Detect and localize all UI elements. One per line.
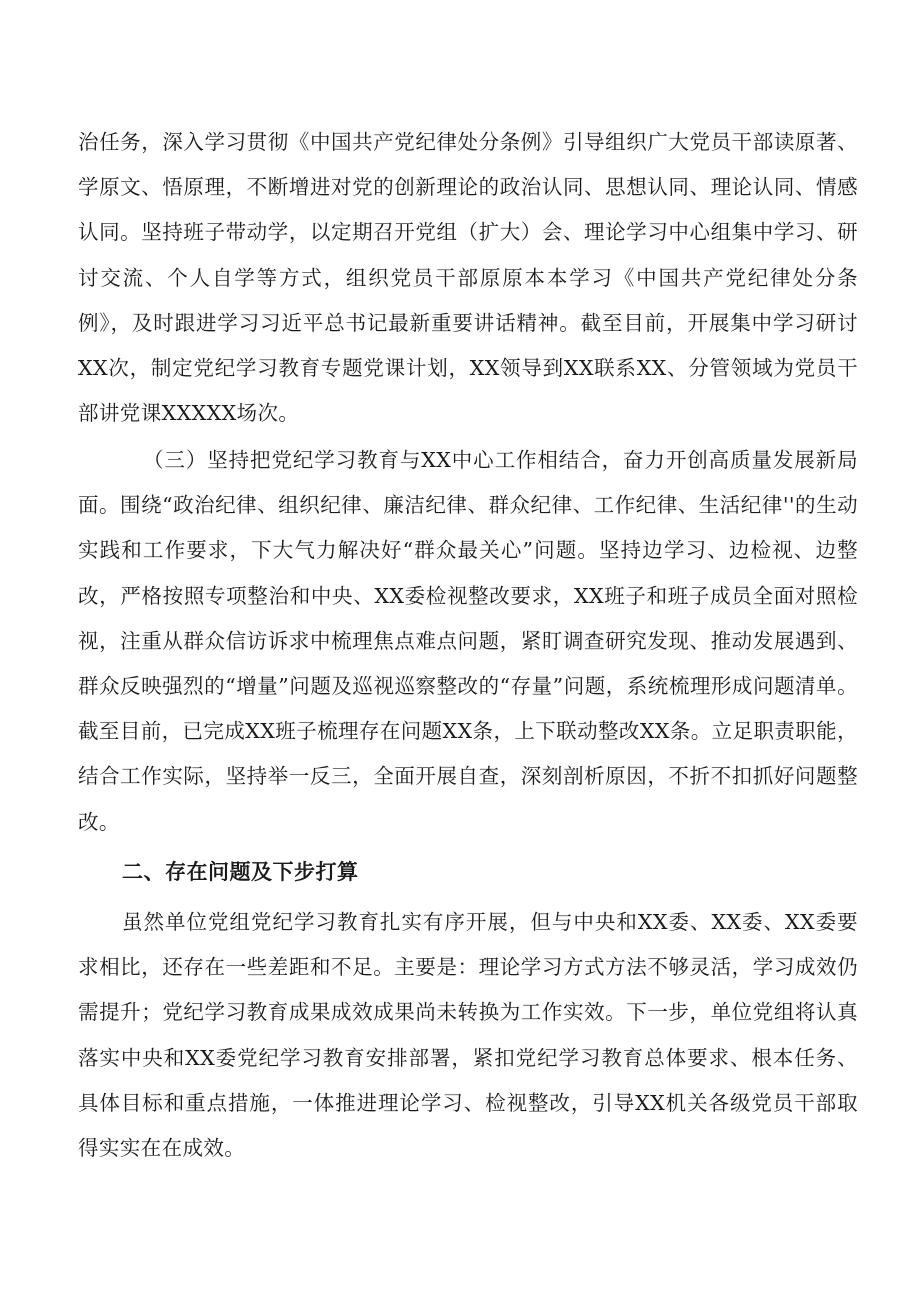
body-paragraph: 虽然单位党组党纪学习教育扎实有序开展，但与中央和XX委、XX委、XX委要求相比，还存在一些差距和不足。主要是：理论学习方式方法不够灵活，学习成效仍需提升；党纪学习教育成果成效成果尚未转换为工作实效。下一步，单位党组将认真落实中央和XX委党纪学习教育安排部署，紧扣党纪学习教育总体要求、根本任务、具体目标和重点措施，一体推进理论学习、检视整改，引导XX机关各级党员干部取得实实在在成效。 [78, 910, 858, 1161]
section-heading: 二、存在问题及下步打算 [122, 860, 359, 884]
body-paragraph: （三）坚持把党纪学习教育与XX中心工作相结合，奋力开创高质量发展新局面。围绕“政治纪律、组织纪律、廉洁纪律、群众纪律、工作纪律、生活纪律''的生动实践和工作要求，下大气力解决好“群众最关心”问题。坚持边学习、边检视、边整改，严格按照专项整治和中央、XX委检视整改要求，XX班子和班子成员全面对照检视，注重从群众信访诉求中梳理焦点难点问题，紧盯调查研究发现、推动发展遇到、群众反映强烈的“增量”问题及巡视巡察整改的“存量”问题，系统梳理形成问题清单。截至目前，已完成XX班子梳理存在问题XX条，上下联动整改XX条。立足职责职能，结合工作实际，坚持举一反三，全面开展自查，深刻剖析原因，不折不扣抓好问题整改。 [78, 448, 858, 834]
body-paragraph: 治任务，深入学习贯彻《中国共产党纪律处分条例》引导组织广大党员干部读原著、学原文、悟原理，不断增进对党的创新理论的政治认同、思想认同、理论认同、情感认同。坚持班子带动学，以定期召开党组（扩大）会、理论学习中心组集中学习、研讨交流、个人自学等方式，组织党员干部原原本本学习《中国共产党纪律处分条例》，及时跟进学习习近平总书记最新重要讲话精神。截至目前，开展集中学习研讨XX次，制定党纪学习教育专题党课计划，XX领导到XX联系XX、分管领域为党员干部讲党课XXXXX场次。 [78, 130, 858, 426]
